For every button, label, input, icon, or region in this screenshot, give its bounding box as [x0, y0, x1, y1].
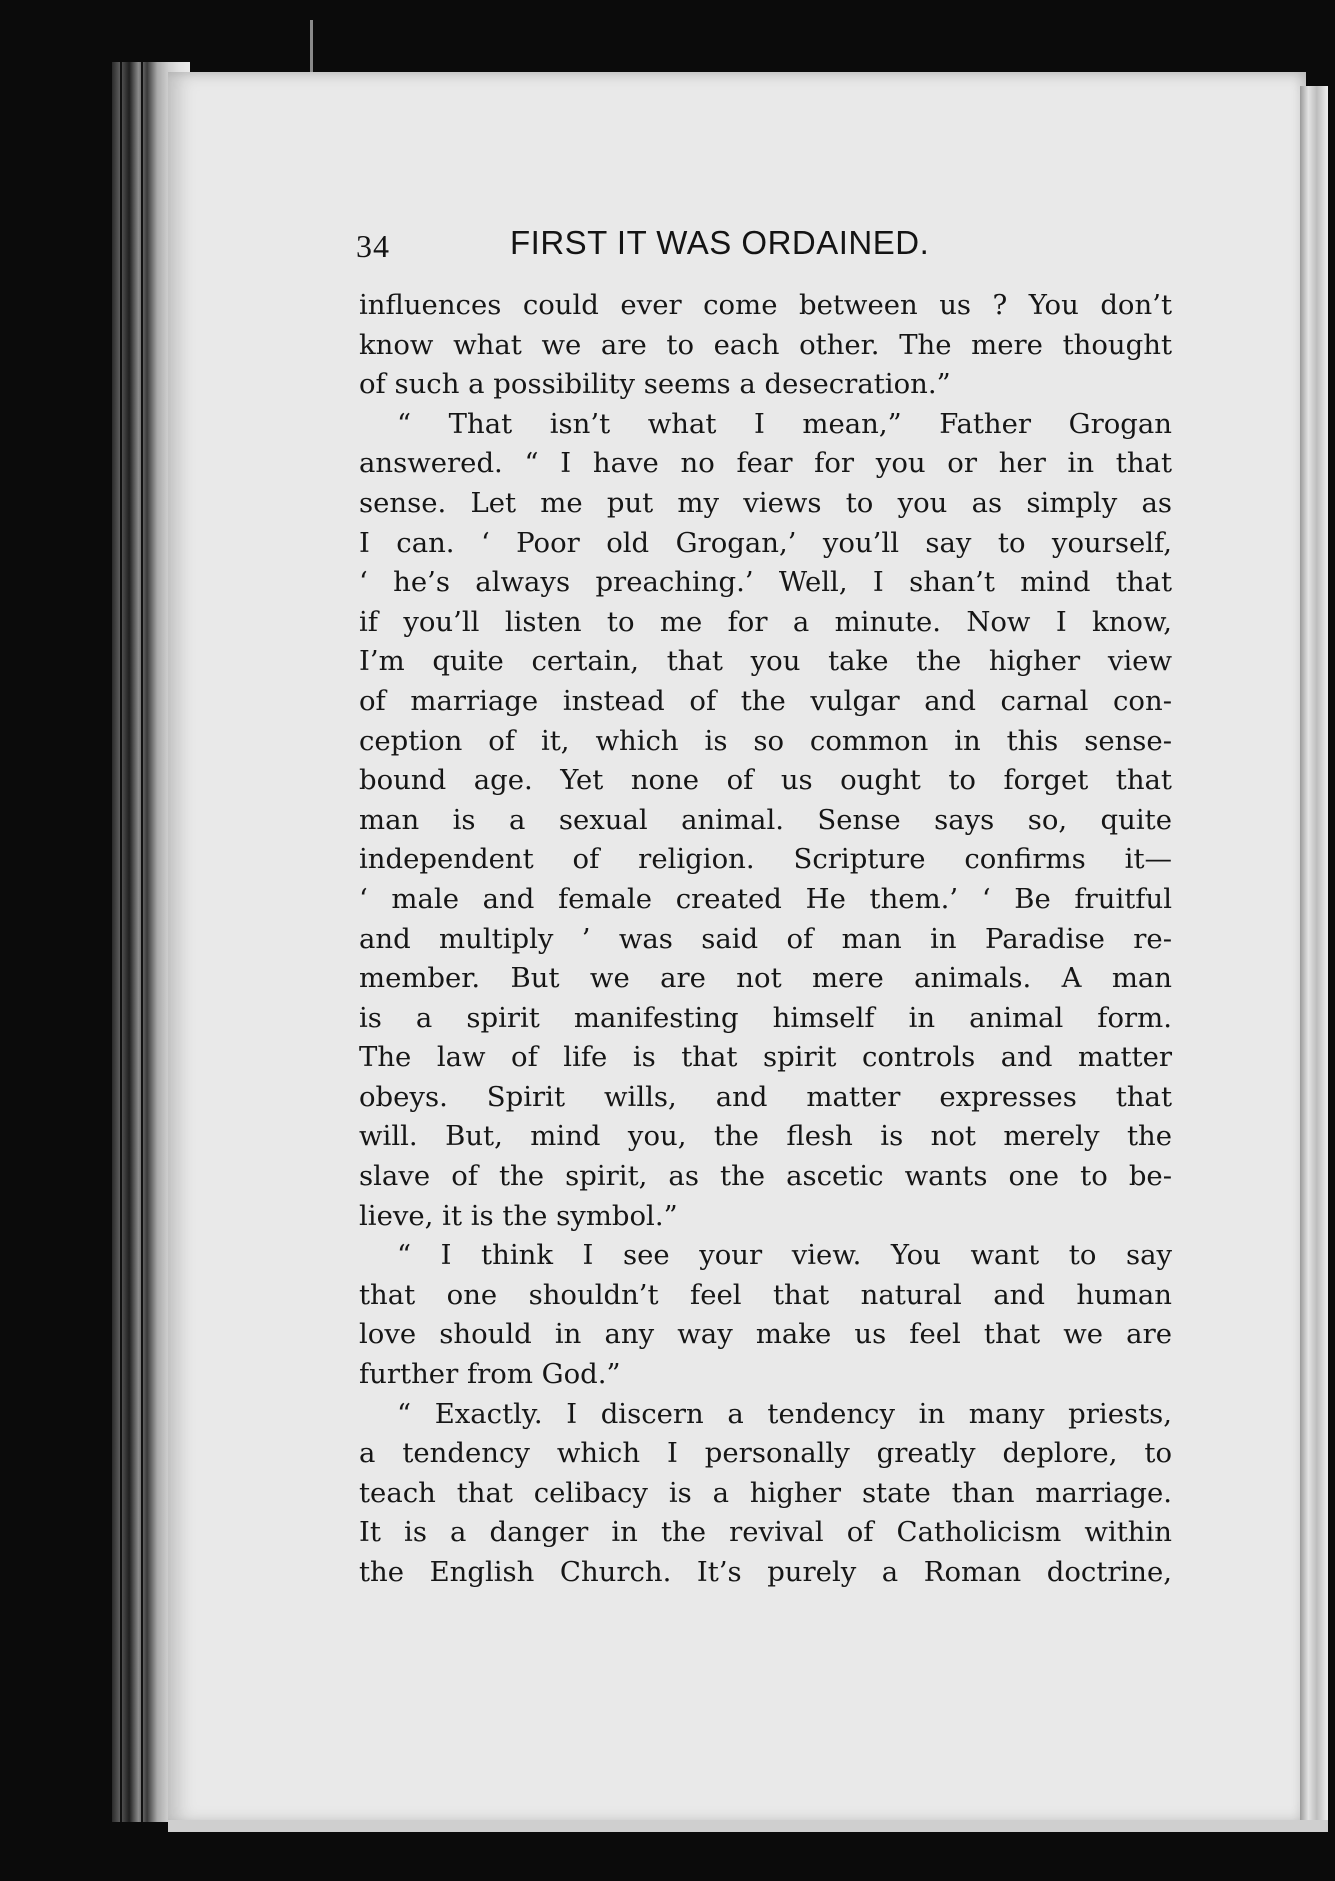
- body-text: [359, 286, 1172, 1593]
- text-line: It is a danger in the revival of Catholicism within: [359, 1516, 1172, 1549]
- text-line: know what we are to each other. The mere thought: [359, 328, 1172, 361]
- text-line: if you’ll listen to me for a minute. Now I know,: [359, 605, 1172, 638]
- text-line: “ Exactly. I discern a tendency in many priests,: [397, 1397, 1172, 1430]
- text-line: member. But we are not mere animals. A man: [359, 962, 1172, 995]
- text-line: ‘ he’s always preaching.’ Well, I shan’t mind that: [359, 566, 1172, 599]
- text-line: The law of life is that spirit controls and matter: [359, 1041, 1172, 1074]
- text-line: “ That isn’t what I mean,” Father Grogan: [397, 407, 1172, 440]
- text-line: teach that celibacy is a higher state than marriage.: [359, 1476, 1172, 1509]
- binding-line: [120, 62, 122, 1822]
- text-line: I’m quite certain, that you take the higher view: [359, 645, 1172, 678]
- text-line: further from God.”: [359, 1358, 621, 1391]
- text-line: independent of religion. Scripture confirms it—: [359, 843, 1172, 876]
- text-line: man is a sexual animal. Sense says so, quite: [359, 803, 1172, 836]
- text-line: influences could ever come between us ? You don’t: [359, 289, 1172, 321]
- text-line: will. But, mind you, the flesh is not merely the: [359, 1120, 1172, 1153]
- text-line: sense. Let me put my views to you as simply as: [359, 486, 1172, 519]
- binding-line: [141, 62, 143, 1822]
- scan-artifact-mark: [310, 20, 313, 72]
- page-edge-bottom: [168, 1820, 1328, 1832]
- text-line: slave of the spirit, as the ascetic wants one to be-: [359, 1160, 1172, 1193]
- text-line: answered. “ I have no fear for you or her in that: [359, 447, 1172, 480]
- running-title: FIRST IT WAS ORDAINED.: [510, 224, 930, 261]
- text-line: obeys. Spirit wills, and matter expresses that: [359, 1080, 1172, 1113]
- text-line: I can. ‘ Poor old Grogan,’ you’ll say to yourself,: [359, 526, 1172, 559]
- text-line: the English Church. It’s purely a Roman doctrine,: [359, 1556, 1172, 1588]
- text-line: and multiply ’ was said of man in Paradise re-: [359, 922, 1172, 955]
- page-header: [356, 222, 1016, 274]
- text-line: is a spirit manifesting himself in animal form.: [359, 1001, 1172, 1034]
- text-line: ception of it, which is so common in this sense-: [359, 724, 1172, 757]
- text-line: of such a possibility seems a desecration.”: [359, 368, 951, 401]
- text-line: that one shouldn’t feel that natural and human: [359, 1278, 1172, 1311]
- text-line: a tendency which I personally greatly deplore, to: [359, 1437, 1172, 1470]
- text-line: lieve, it is the symbol.”: [359, 1199, 678, 1232]
- text-line: ‘ male and female created He them.’ ‘ Be fruitful: [359, 882, 1172, 915]
- text-line: of marriage instead of the vulgar and carnal con-: [359, 684, 1172, 717]
- text-line: “ I think I see your view. You want to say: [397, 1239, 1172, 1272]
- text-line: love should in any way make us feel that we are: [359, 1318, 1172, 1351]
- text-line: bound age. Yet none of us ought to forget that: [359, 764, 1172, 797]
- page-edge-right: [1300, 86, 1328, 1826]
- page-number: 34: [356, 228, 390, 264]
